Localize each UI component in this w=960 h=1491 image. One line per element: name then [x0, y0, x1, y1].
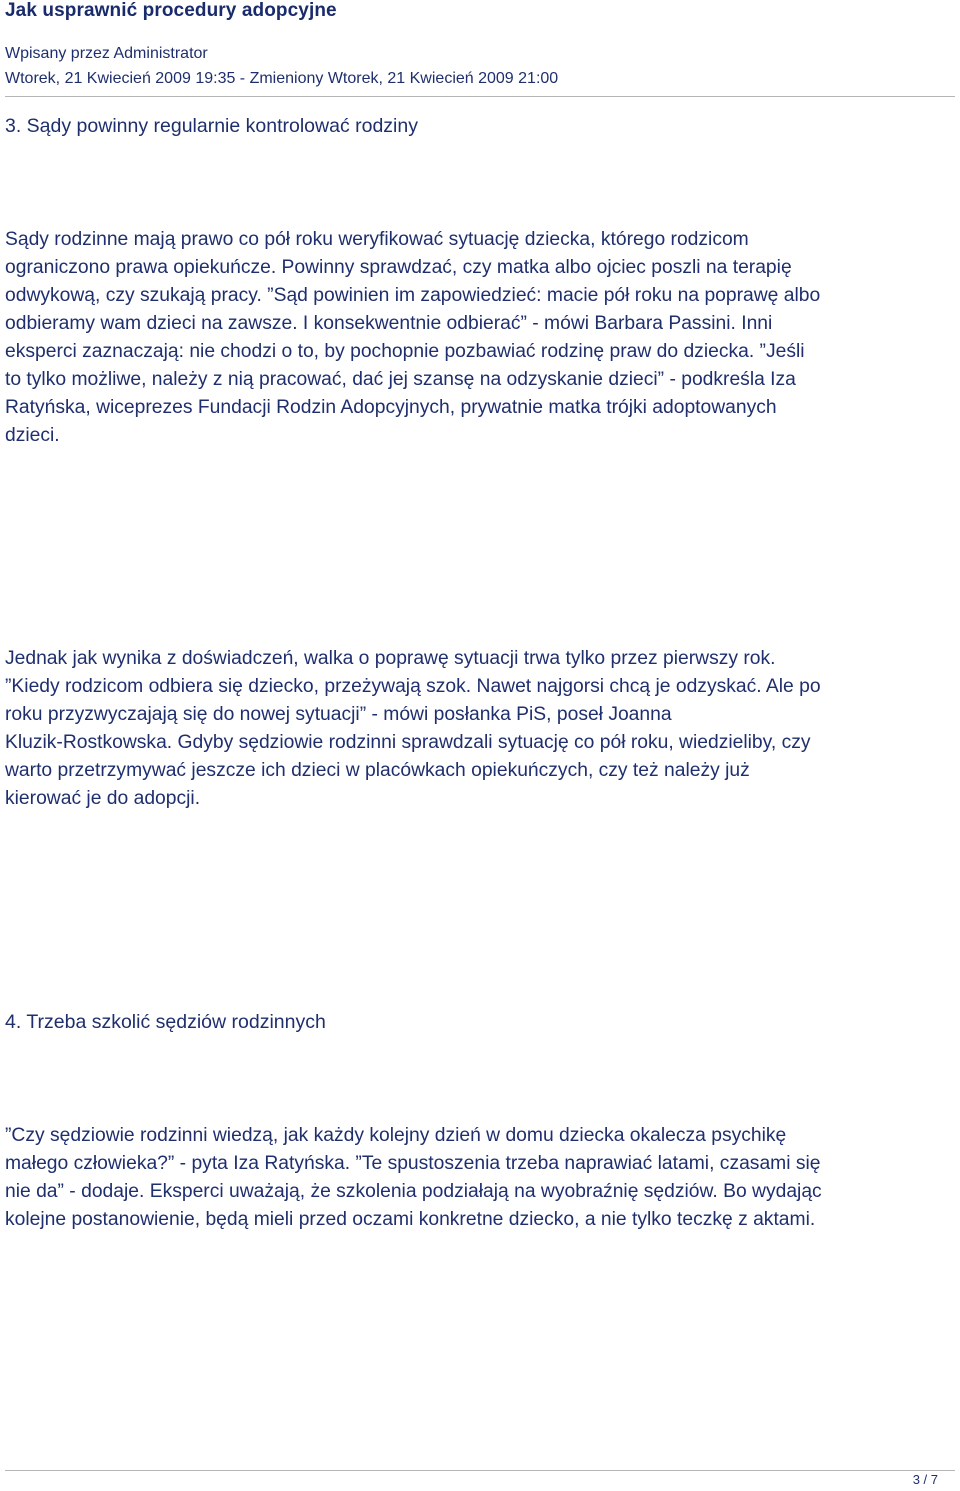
text-line: ”Czy sędziowie rodzinni wiedzą, jak każdy kolejny dzień w domu dziecka okalecza psychikę	[5, 1125, 787, 1146]
text-line: Ratyńska, wiceprezes Fundacji Rodzin Adopcyjnych, prywatnie matka trójki adoptowanych	[5, 397, 777, 418]
text-line: kierować je do adopcji.	[5, 788, 201, 809]
text-line: kolejne postanowienie, będą mieli przed oczami konkretne dziecko, a nie tylko teczkę z aktami.	[5, 1209, 816, 1230]
text-line: roku przyzwyczajają się do nowej sytuacji” - mówi posłanka PiS, poseł Joanna	[5, 704, 672, 725]
article-title: Jak usprawnić procedury adopcyjne	[5, 0, 337, 21]
text-line: eksperci zaznaczają: nie chodzi o to, by pochopnie pozbawiać rodzinę praw do dziecka. ”Jeśli	[5, 341, 805, 362]
section-heading-3: 3. Sądy powinny regularnie kontrolować rodziny	[5, 115, 418, 137]
text-line: odwykową, czy szukają pracy. ”Sąd powinien im zapowiedzieć: macie pół roku na poprawę albo	[5, 285, 821, 306]
text-line: Jednak jak wynika z doświadczeń, walka o poprawę sytuacji trwa tylko przez pierwszy rok.	[5, 648, 776, 669]
text-line: ”Kiedy rodzicom odbiera się dziecko, przeżywają szok. Nawet najgorsi chcą je odzyskać. Ale po	[5, 676, 821, 697]
text-line: warto przetrzymywać jeszcze ich dzieci w placówkach opiekuńczych, czy też należy już	[5, 760, 750, 781]
page-number: 3 / 7	[912, 1472, 938, 1487]
text-line: Kluzik-Rostkowska. Gdyby sędziowie rodzinni sprawdzali sytuację co pół roku, wiedzieliby, czy	[5, 732, 811, 753]
footer-divider	[5, 1470, 955, 1471]
text-line: ograniczono prawa opiekuńcze. Powinny sprawdzać, czy matka albo ojciec poszli na terapię	[5, 257, 792, 278]
text-line: dzieci.	[5, 425, 60, 446]
article-author: Wpisany przez Administrator	[5, 45, 208, 62]
section-heading-4: 4. Trzeba szkolić sędziów rodzinnych	[5, 1011, 326, 1033]
text-line: nie da” - dodaje. Eksperci uważają, że szkolenia podziałają na wyobraźnię sędziów. Bo wydając	[5, 1181, 822, 1202]
paragraph-experience	[5, 645, 955, 813]
text-line: to tylko możliwe, należy z nią pracować, dać jej szansę na odzyskanie dzieci” - podkreśla Iza	[5, 369, 796, 390]
header-divider	[5, 96, 955, 97]
text-line: Sądy rodzinne mają prawo co pół roku weryfikować sytuację dziecka, którego rodzicom	[5, 229, 749, 250]
paragraph-train-judges	[5, 1122, 955, 1234]
article-dates: Wtorek, 21 Kwiecień 2009 19:35 - Zmieniony Wtorek, 21 Kwiecień 2009 21:00	[5, 70, 559, 87]
text-line: odbieramy wam dzieci na zawsze. I konsekwentnie odbierać” - mówi Barbara Passini. Inni	[5, 313, 773, 334]
paragraph-courts-control	[5, 226, 955, 450]
text-line: małego człowieka?” - pyta Iza Ratyńska. ”Te spustoszenia trzeba naprawiać latami, czasami się	[5, 1153, 821, 1174]
